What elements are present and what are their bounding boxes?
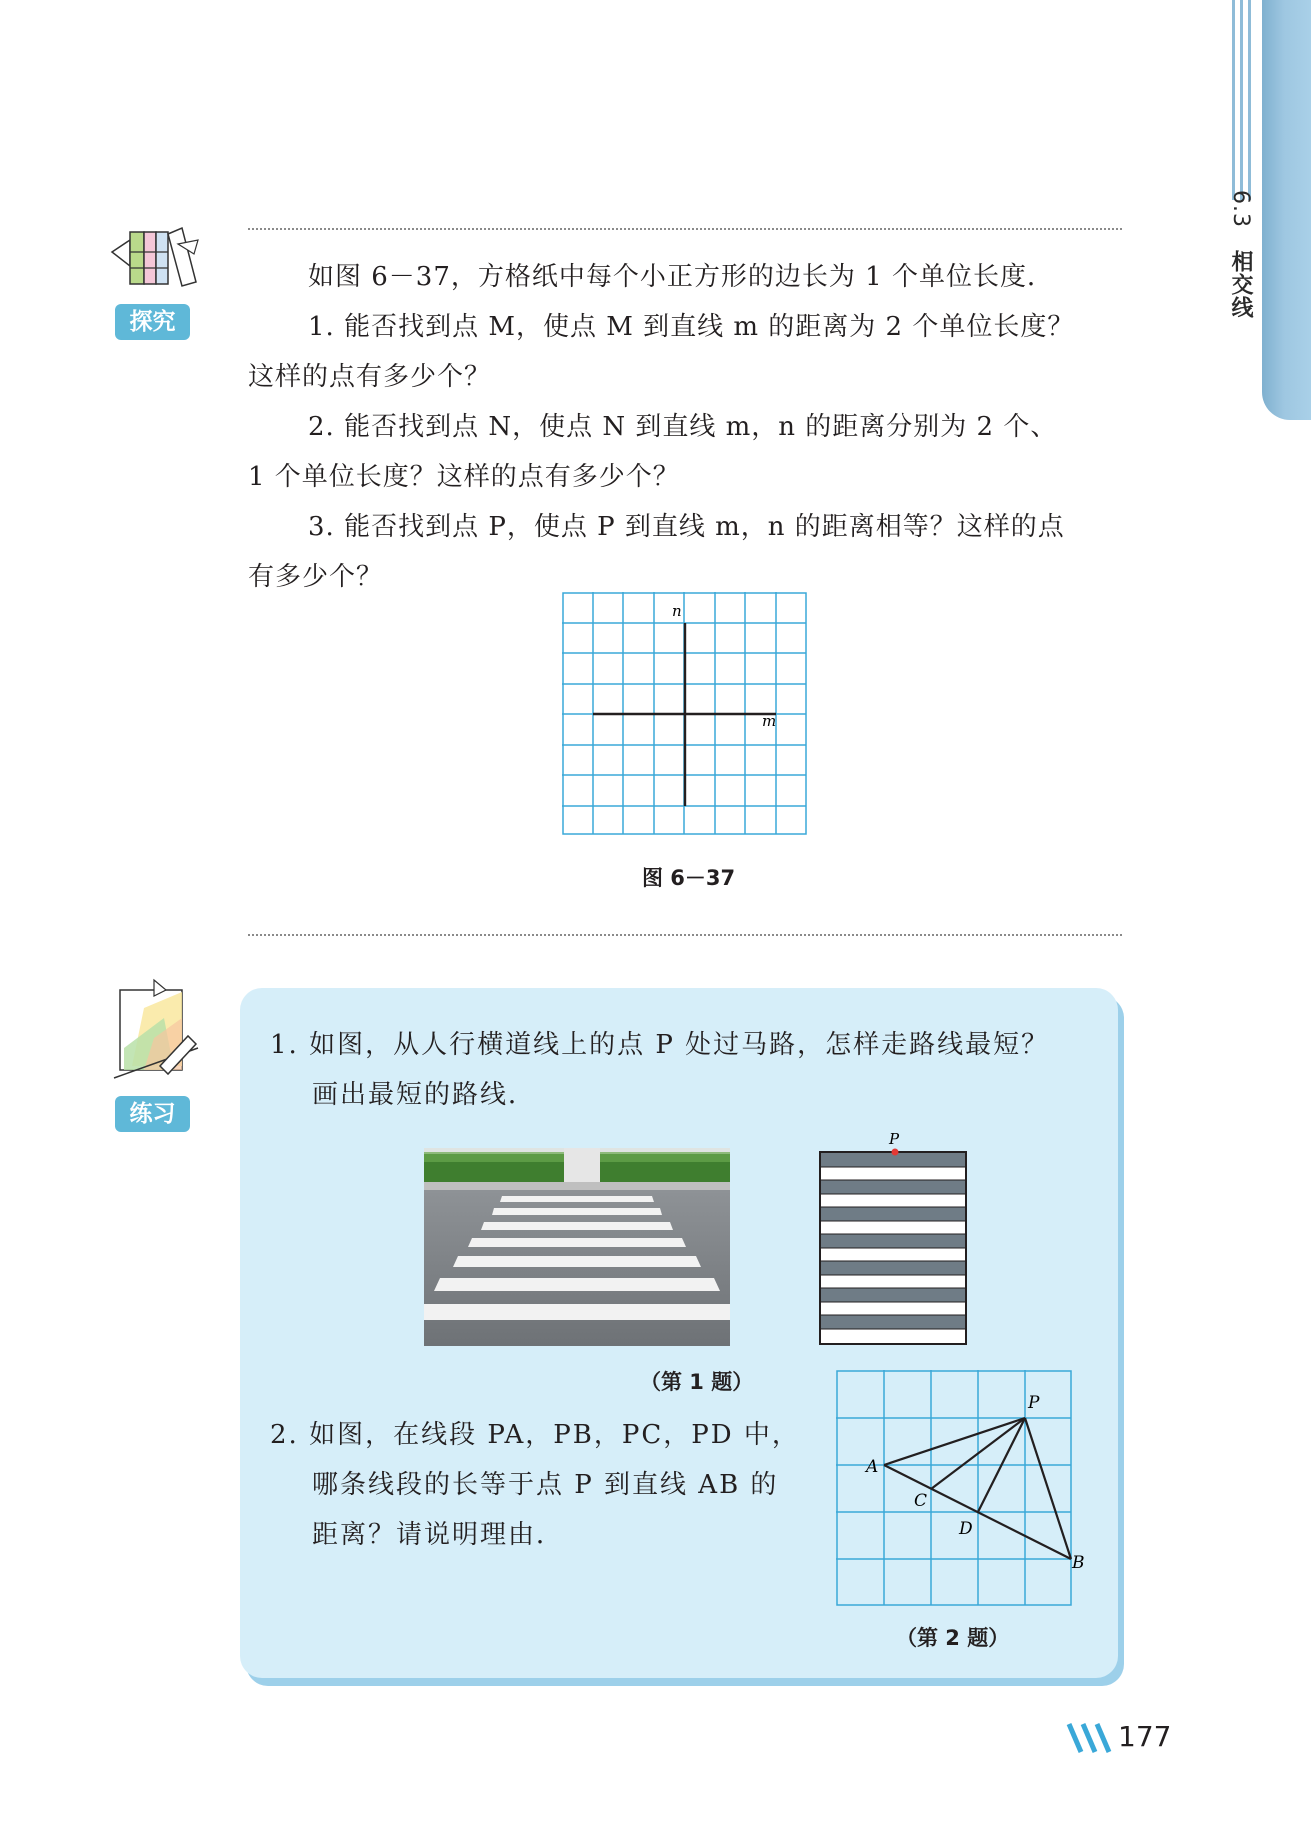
ex2-line2: 哪条线段的长等于点 P 到直线 AB 的 [312, 1470, 779, 1500]
grid-figure-6-37 [562, 592, 808, 836]
section-side-label [1222, 190, 1256, 319]
crosswalk-point-label: P [889, 1130, 900, 1148]
exercise-2-text [270, 1410, 800, 1560]
explore-text [248, 252, 1128, 602]
divider-top [248, 228, 1122, 230]
label-m: m [762, 712, 777, 730]
practice-notebook-icon [104, 978, 200, 1078]
explore-q1-line2: 这样的点有多少个？ [248, 362, 492, 392]
explore-q2-line2: 1 个单位长度？这样的点有多少个？ [248, 462, 680, 492]
ex1-line1: 1. 如图，从人行横道线上的点 P 处过马路，怎样走路线最短？ [270, 1030, 1050, 1060]
explore-q2-line1: 2. 能否找到点 N，使点 N 到直线 m，n 的距离分别为 2 个、 [308, 412, 1058, 442]
label-C: C [914, 1491, 928, 1511]
label-A: A [866, 1457, 879, 1477]
label-D: D [959, 1519, 973, 1539]
point-p-marker [892, 1149, 899, 1156]
ex2-line3: 距离？请说明理由． [312, 1520, 565, 1550]
ex1-line2: 画出最短的路线． [312, 1080, 537, 1110]
explore-q3-line2: 有多少个？ [248, 562, 384, 592]
label-B: B [1072, 1553, 1085, 1573]
side-decor-stripes [1232, 0, 1260, 200]
divider-bottom [248, 934, 1122, 936]
figure-caption-6-37: 图 6－37 [642, 866, 736, 890]
exercise-1-text [270, 1020, 1049, 1120]
explore-badge: 探究 [115, 304, 190, 340]
page-number-marks [1065, 1722, 1115, 1756]
page-number: 177 [1118, 1720, 1172, 1753]
ex2-grid-figure [836, 1370, 1085, 1610]
section-number: 6.3 [1228, 190, 1253, 228]
books-icon [108, 222, 200, 288]
explore-q3-line1: 3. 能否找到点 P，使点 P 到直线 m，n 的距离相等？这样的点 [308, 512, 1065, 542]
label-P: P [1028, 1393, 1040, 1413]
ex2-caption: （第 2 题） [896, 1626, 1010, 1650]
ex1-caption: （第 1 题） [640, 1370, 754, 1394]
crosswalk-diagram [816, 1130, 972, 1350]
section-title: 相交线 [1228, 250, 1253, 319]
explore-intro: 如图 6－37，方格纸中每个小正方形的边长为 1 个单位长度． [308, 262, 1054, 292]
ex2-line1: 2. 如图，在线段 PA，PB，PC，PD 中， [270, 1420, 800, 1450]
crosswalk-photo [424, 1148, 730, 1346]
practice-badge: 练习 [115, 1096, 190, 1132]
explore-q1-line1: 1. 能否找到点 M，使点 M 到直线 m 的距离为 2 个单位长度？ [308, 312, 1075, 342]
label-n: n [672, 602, 682, 620]
section-side-tab [1262, 0, 1311, 420]
